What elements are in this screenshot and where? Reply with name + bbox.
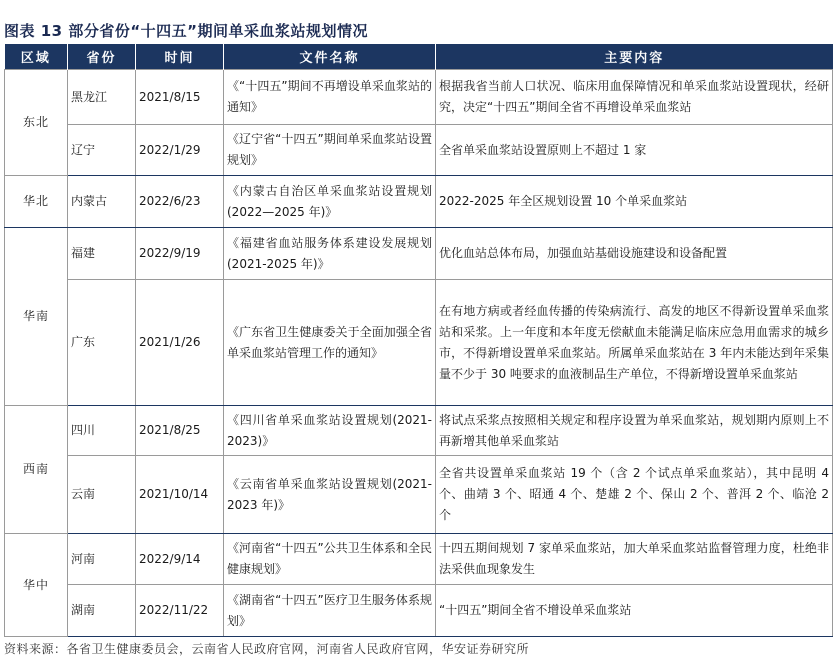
content-cell: 十四五期间规划 7 家单采血浆站，加大单采血浆站监督管理力度，杜绝非法采供血现象发生 [436,534,833,585]
content-cell: 2022-2025 年全区规划设置 10 个单采血浆站 [436,176,833,228]
content-cell: 全省单采血浆站设置原则上不超过 1 家 [436,125,833,176]
file-cell: 《四川省单采血浆站设置规划(2021-2023)》 [224,406,436,456]
province-cell: 黑龙江 [68,70,136,125]
content-cell: 在有地方病或者经血传播的传染病流行、高发的地区不得新设置单采血浆站和采浆。上一年度和本年度无偿献血未能满足临床应急用血需求的城乡市，不得新增设置单采血浆站。所属单采血浆站在 3 年内未能达到年采集量不少于 30 吨要求的血液制品生产单位，不得新增设置单采血浆站 [436,280,833,406]
date-cell: 2022/1/29 [136,125,224,176]
date-cell: 2021/10/14 [136,456,224,534]
province-cell: 福建 [68,228,136,280]
province-cell: 云南 [68,456,136,534]
file-cell: 《内蒙古自治区单采血浆站设置规划(2022—2025 年)》 [224,176,436,228]
file-cell: 《福建省血站服务体系建设发展规划(2021-2025 年)》 [224,228,436,280]
header-content: 主要内容 [436,44,833,70]
content-cell: 根据我省当前人口状况、临床用血保障情况和单采血浆站设置现状，经研究，决定“十四五”期间全省不再增设单采血浆站 [436,70,833,125]
content-cell: 将试点采浆点按照相关规定和程序设置为单采血浆站，规划期内原则上不再新增其他单采血浆站 [436,406,833,456]
date-cell: 2021/8/25 [136,406,224,456]
header-date: 时间 [136,44,224,70]
table-row [5,176,833,228]
region-cell: 东北 [5,70,68,176]
header-file: 文件名称 [224,44,436,70]
file-cell: 《云南省单采血浆站设置规划(2021-2023 年)》 [224,456,436,534]
file-cell: 《辽宁省“十四五”期间单采血浆站设置规划》 [224,125,436,176]
province-cell: 广东 [68,280,136,406]
province-cell: 辽宁 [68,125,136,176]
table-row [5,125,833,176]
date-cell: 2021/8/15 [136,70,224,125]
region-cell: 华南 [5,228,68,406]
content-cell: 全省共设置单采血浆站 19 个（含 2 个试点单采血浆站），其中昆明 4 个、曲靖 3 个、昭通 4 个、楚雄 2 个、保山 2 个、普洱 2 个、临沧 2 个 [436,456,833,534]
region-cell: 华中 [5,534,68,637]
date-cell: 2022/9/14 [136,534,224,585]
date-cell: 2022/9/19 [136,228,224,280]
date-cell: 2022/11/22 [136,585,224,637]
header-region: 区域 [5,44,68,70]
table-row [5,534,833,585]
province-cell: 河南 [68,534,136,585]
province-cell: 内蒙古 [68,176,136,228]
table-row [5,456,833,534]
file-cell: 《广东省卫生健康委关于全面加强全省单采血浆站管理工作的通知》 [224,280,436,406]
figure-title: 图表 13 部分省份“十四五”期间单采血浆站规划情况 [4,22,369,40]
table-row [5,406,833,456]
file-cell: 《河南省“十四五”公共卫生体系和全民健康规划》 [224,534,436,585]
date-cell: 2021/1/26 [136,280,224,406]
content-cell: “十四五”期间全省不增设单采血浆站 [436,585,833,637]
province-cell: 湖南 [68,585,136,637]
table-row [5,70,833,125]
plan-table [4,44,833,637]
region-cell: 华北 [5,176,68,228]
table-row [5,280,833,406]
table-row [5,585,833,637]
header-row [5,44,833,70]
source-note: 资料来源：各省卫生健康委员会，云南省人民政府官网，河南省人民政府官网，华安证券研究所 [4,642,530,656]
table-row [5,228,833,280]
region-cell: 西南 [5,406,68,534]
file-cell: 《湖南省“十四五”医疗卫生服务体系规划》 [224,585,436,637]
date-cell: 2022/6/23 [136,176,224,228]
header-province: 省份 [68,44,136,70]
content-cell: 优化血站总体布局，加强血站基础设施建设和设备配置 [436,228,833,280]
province-cell: 四川 [68,406,136,456]
file-cell: 《“十四五”期间不再增设单采血浆站的通知》 [224,70,436,125]
